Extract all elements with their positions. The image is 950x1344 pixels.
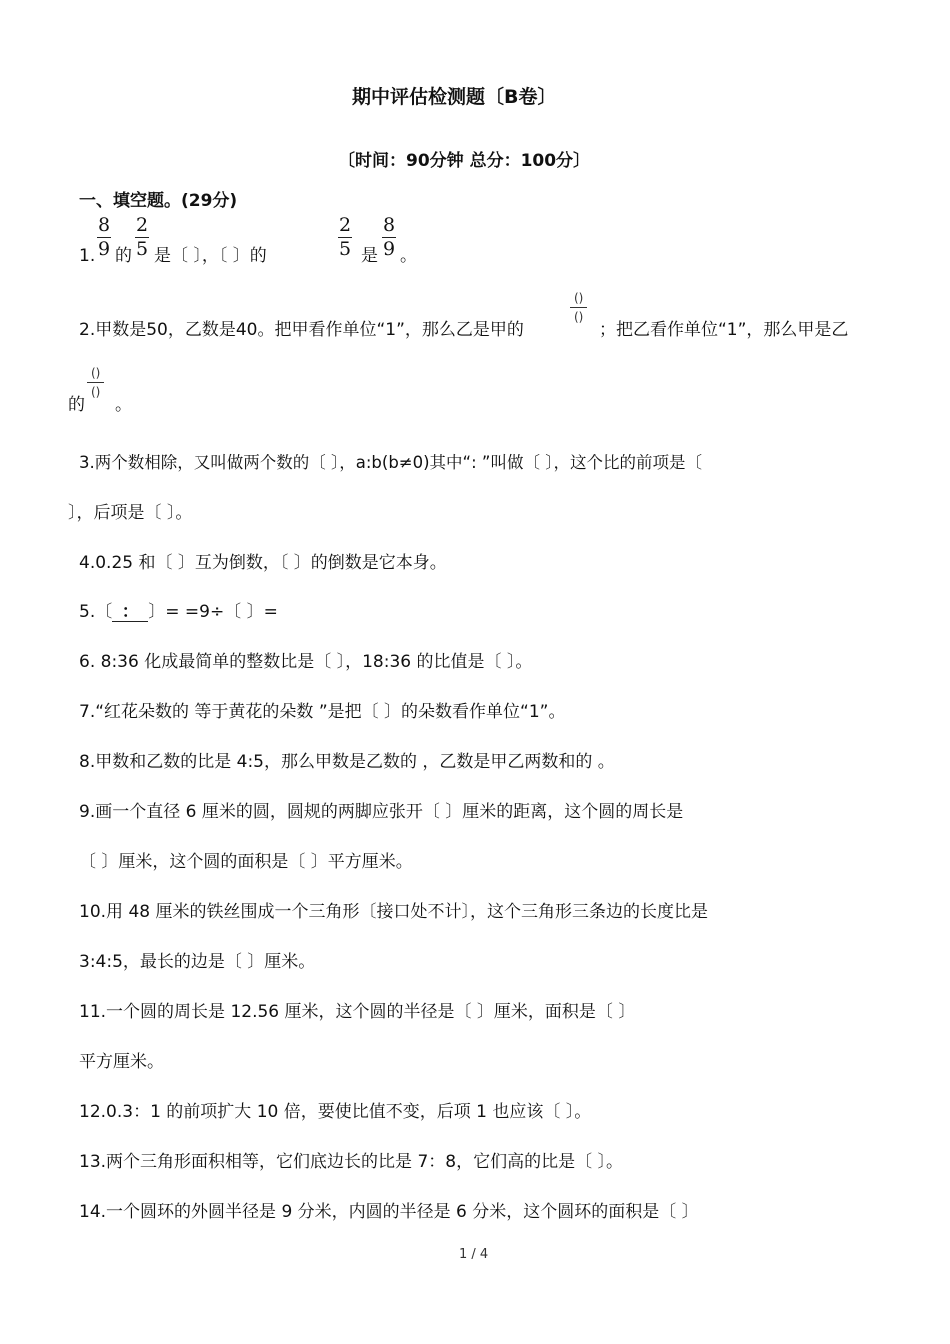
q1-prefix: 1. — [79, 246, 96, 266]
q2-text-2: ；把乙看作单位“1”，那么甲是乙 — [599, 320, 849, 340]
question-6: 6. 8:36 化成最简单的整数比是〔 〕，18:36 的比值是〔 〕。 — [79, 652, 533, 672]
exam-subtitle: 〔时间：90分钟 总分：100分〕 — [338, 151, 591, 171]
question-11-line-1: 11.一个圆的周长是 12.56 厘米，这个圆的半径是〔 〕厘米，面积是〔 〕 — [79, 1002, 636, 1022]
q1-text-3: 是 — [361, 246, 378, 266]
q1-f1-num: 8 — [98, 214, 111, 236]
q2-text-3: 的 — [68, 395, 85, 415]
question-4: 4.0.25 和〔 〕互为倒数，〔 〕的倒数是它本身。 — [79, 553, 447, 573]
q2-bf1-den: () — [574, 310, 584, 324]
question-10-line-2: 3:4:5，最长的边是〔 〕厘米。 — [79, 952, 316, 972]
q2-bf2-num: () — [87, 367, 104, 383]
question-5 — [79, 604, 278, 622]
q2-blank-fraction-2 — [87, 367, 104, 398]
q1-f3-num: 2 — [339, 214, 352, 236]
q2-blank-fraction-1 — [570, 292, 587, 323]
q1-f4-den: 9 — [383, 238, 396, 260]
q1-f2-num: 2 — [136, 214, 149, 236]
q1-text-4: 。 — [400, 246, 417, 266]
question-14: 14.一个圆环的外圆半径是 9 分米，内圆的半径是 6 分米，这个圆环的面积是〔 〕 — [79, 1202, 699, 1222]
question-9-line-2: 〔 〕厘米，这个圆的面积是〔 〕平方厘米。 — [79, 852, 413, 872]
q2-text-1: 2.甲数是50，乙数是40。把甲看作单位“1”，那么乙是甲的 — [79, 320, 524, 340]
q1-text-2: 是〔 〕，〔 〕的 — [154, 246, 267, 266]
question-3-line-2: 〕，后项是〔 〕。 — [68, 503, 193, 523]
question-10-line-1: 10.用 48 厘米的铁丝围成一个三角形〔接口处不计〕，这个三角形三条边的长度比是 — [79, 902, 708, 922]
question-9-line-1: 9.画一个直径 6 厘米的圆，圆规的两脚应张开〔 〕厘米的距离，这个圆的周长是 — [79, 802, 684, 822]
question-3-line-1: 3.两个数相除，又叫做两个数的〔 〕，a:b(b≠0)其中“: ”叫做〔 〕，这个比的前项是〔 — [79, 453, 702, 472]
q1-f3-den: 5 — [339, 238, 352, 260]
q1-fraction-1 — [97, 216, 111, 259]
q2-text-4: 。 — [115, 395, 132, 415]
page-number: 1 / 4 — [459, 1247, 489, 1262]
q1-fraction-3 — [338, 216, 352, 259]
q1-fraction-2 — [135, 216, 149, 259]
q1-f2-den: 5 — [136, 238, 149, 260]
page-title: 期中评估检测题〔B卷〕 — [352, 86, 557, 108]
question-13: 13.两个三角形面积相等，它们底边长的比是 7：8，它们高的比是〔 〕。 — [79, 1152, 623, 1172]
q2-bf2-den: () — [91, 385, 101, 399]
q1-text-1: 的 — [115, 246, 132, 266]
q5-text-2: 〕= =9÷〔 〕= — [148, 602, 278, 622]
question-7: 7.“红花朵数的 等于黄花的朵数 ”是把〔 〕的朵数看作单位“1”。 — [79, 702, 566, 722]
q5-ratio-blank: ： — [112, 604, 148, 622]
q1-fraction-4 — [382, 216, 396, 259]
question-8: 8.甲数和乙数的比是 4:5，那么甲数是乙数的 ，乙数是甲乙两数和的 。 — [79, 752, 615, 772]
q1-f1-den: 9 — [98, 238, 111, 260]
question-12: 12.0.3：1 的前项扩大 10 倍，要使比值不变，后项 1 也应该〔 〕。 — [79, 1102, 592, 1122]
q2-bf1-num: () — [570, 292, 587, 308]
section-heading: 一、填空题。(29分) — [79, 191, 238, 211]
q5-text-1: 5.〔 — [79, 602, 113, 622]
q1-f4-num: 8 — [383, 214, 396, 236]
question-11-line-2: 平方厘米。 — [79, 1052, 164, 1072]
